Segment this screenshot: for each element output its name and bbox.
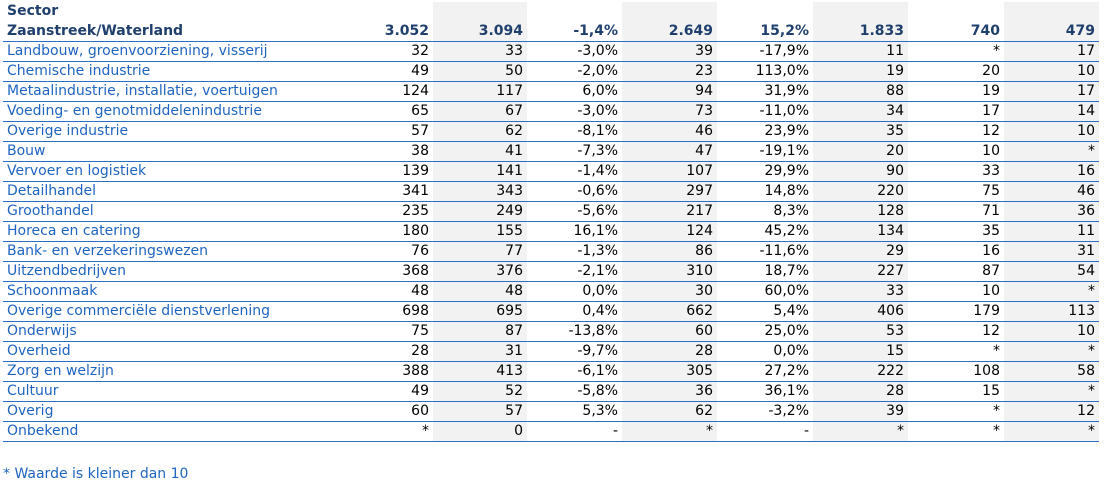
table-row (3, 322, 1099, 342)
sector-name: Cultuur (3, 382, 337, 402)
value-cell: 60 (622, 322, 717, 342)
value-cell: 31 (1004, 242, 1099, 262)
value-cell: 113 (1004, 302, 1099, 322)
value-cell: 3.094 (433, 22, 527, 42)
value-cell: 29,9% (717, 162, 813, 182)
value-cell: * (908, 342, 1004, 362)
header-cell (908, 2, 1004, 22)
value-cell: - (717, 422, 813, 442)
value-cell: 20 (908, 62, 1004, 82)
value-cell: 0,0% (717, 342, 813, 362)
table-row (3, 302, 1099, 322)
value-cell: 23,9% (717, 122, 813, 142)
value-cell: 406 (813, 302, 908, 322)
sector-name: Detailhandel (3, 182, 337, 202)
value-cell: * (908, 42, 1004, 62)
value-cell: -6,1% (527, 362, 622, 382)
table-row (3, 202, 1099, 222)
table-row (3, 342, 1099, 362)
value-cell: 6,0% (527, 82, 622, 102)
value-cell: 53 (813, 322, 908, 342)
value-cell: -1,3% (527, 242, 622, 262)
value-cell: 16 (908, 242, 1004, 262)
value-cell: * (337, 422, 433, 442)
value-cell: 15 (908, 382, 1004, 402)
sector-name: Zaanstreek/Waterland (3, 22, 337, 42)
value-cell: 698 (337, 302, 433, 322)
header-cell (717, 2, 813, 22)
value-cell: 10 (1004, 322, 1099, 342)
table-row (3, 62, 1099, 82)
value-cell: -7,3% (527, 142, 622, 162)
value-cell: 60 (337, 402, 433, 422)
value-cell: 413 (433, 362, 527, 382)
value-cell: * (1004, 382, 1099, 402)
value-cell: 8,3% (717, 202, 813, 222)
value-cell: 12 (1004, 402, 1099, 422)
value-cell: -1,4% (527, 22, 622, 42)
value-cell: 141 (433, 162, 527, 182)
value-cell: 94 (622, 82, 717, 102)
value-cell: 57 (337, 122, 433, 142)
sector-name: Landbouw, groenvoorziening, visserij (3, 42, 337, 62)
value-cell: 305 (622, 362, 717, 382)
value-cell: 31,9% (717, 82, 813, 102)
table-body (3, 22, 1099, 442)
table-row (3, 142, 1099, 162)
value-cell: * (1004, 142, 1099, 162)
value-cell: * (813, 422, 908, 442)
value-cell: -3,2% (717, 402, 813, 422)
header-cell (527, 2, 622, 22)
value-cell: 155 (433, 222, 527, 242)
table-row (3, 222, 1099, 242)
value-cell: 139 (337, 162, 433, 182)
value-cell: * (1004, 282, 1099, 302)
value-cell: 3.052 (337, 22, 433, 42)
value-cell: 32 (337, 42, 433, 62)
value-cell: 16 (1004, 162, 1099, 182)
value-cell: -13,8% (527, 322, 622, 342)
header-cell (337, 2, 433, 22)
sector-name: Schoonmaak (3, 282, 337, 302)
value-cell: 108 (908, 362, 1004, 382)
value-cell: * (908, 422, 1004, 442)
value-cell: 0,4% (527, 302, 622, 322)
sector-name: Overige industrie (3, 122, 337, 142)
value-cell: 124 (337, 82, 433, 102)
value-cell: 62 (433, 122, 527, 142)
value-cell: 77 (433, 242, 527, 262)
value-cell: -8,1% (527, 122, 622, 142)
value-cell: 1.833 (813, 22, 908, 42)
value-cell: 5,4% (717, 302, 813, 322)
value-cell: 16,1% (527, 222, 622, 242)
value-cell: 28 (622, 342, 717, 362)
value-cell: 222 (813, 362, 908, 382)
value-cell: 71 (908, 202, 1004, 222)
value-cell: 47 (622, 142, 717, 162)
value-cell: 30 (622, 282, 717, 302)
value-cell: 48 (337, 282, 433, 302)
value-cell: -11,0% (717, 102, 813, 122)
value-cell: 36 (622, 382, 717, 402)
value-cell: 34 (813, 102, 908, 122)
value-cell: 17 (908, 102, 1004, 122)
sector-name: Groothandel (3, 202, 337, 222)
value-cell: 740 (908, 22, 1004, 42)
value-cell: 25,0% (717, 322, 813, 342)
total-row (3, 22, 1099, 42)
value-cell: 49 (337, 62, 433, 82)
value-cell: 14,8% (717, 182, 813, 202)
value-cell: 180 (337, 222, 433, 242)
sector-name: Bouw (3, 142, 337, 162)
table-row (3, 162, 1099, 182)
value-cell: 376 (433, 262, 527, 282)
value-cell: 662 (622, 302, 717, 322)
value-cell: 33 (433, 42, 527, 62)
value-cell: 67 (433, 102, 527, 122)
footnote: * Waarde is kleiner dan 10 (3, 466, 189, 482)
header-cell (813, 2, 908, 22)
value-cell: 0 (433, 422, 527, 442)
value-cell: 11 (813, 42, 908, 62)
table-row (3, 282, 1099, 302)
table-row (3, 182, 1099, 202)
value-cell: 46 (1004, 182, 1099, 202)
value-cell: 11 (1004, 222, 1099, 242)
value-cell: 19 (908, 82, 1004, 102)
table-row (3, 102, 1099, 122)
value-cell: 695 (433, 302, 527, 322)
value-cell: 35 (908, 222, 1004, 242)
value-cell: 310 (622, 262, 717, 282)
value-cell: * (908, 402, 1004, 422)
value-cell: 19 (813, 62, 908, 82)
value-cell: 87 (908, 262, 1004, 282)
value-cell: 28 (813, 382, 908, 402)
value-cell: 297 (622, 182, 717, 202)
value-cell: 134 (813, 222, 908, 242)
value-cell: 39 (622, 42, 717, 62)
sector-name: Bank- en verzekeringswezen (3, 242, 337, 262)
value-cell: -3,0% (527, 42, 622, 62)
value-cell: - (527, 422, 622, 442)
value-cell: 54 (1004, 262, 1099, 282)
value-cell: 124 (622, 222, 717, 242)
sector-header: Sector (7, 3, 59, 20)
value-cell: 33 (908, 162, 1004, 182)
sector-name: Zorg en welzijn (3, 362, 337, 382)
value-cell: 58 (1004, 362, 1099, 382)
value-cell: 29 (813, 242, 908, 262)
value-cell: 249 (433, 202, 527, 222)
value-cell: 117 (433, 82, 527, 102)
table-row (3, 422, 1099, 442)
value-cell: 388 (337, 362, 433, 382)
value-cell: 41 (433, 142, 527, 162)
value-cell: 38 (337, 142, 433, 162)
value-cell: -0,6% (527, 182, 622, 202)
value-cell: 88 (813, 82, 908, 102)
value-cell: 20 (813, 142, 908, 162)
value-cell: 128 (813, 202, 908, 222)
value-cell: * (1004, 422, 1099, 442)
value-cell: 113,0% (717, 62, 813, 82)
value-cell: -5,6% (527, 202, 622, 222)
value-cell: 45,2% (717, 222, 813, 242)
value-cell: 76 (337, 242, 433, 262)
table-row (3, 362, 1099, 382)
value-cell: -11,6% (717, 242, 813, 262)
value-cell: 75 (337, 322, 433, 342)
value-cell: 33 (813, 282, 908, 302)
value-cell: -1,4% (527, 162, 622, 182)
value-cell: 12 (908, 322, 1004, 342)
value-cell: 2.649 (622, 22, 717, 42)
table-row (3, 382, 1099, 402)
value-cell: 36,1% (717, 382, 813, 402)
value-cell: 86 (622, 242, 717, 262)
value-cell: 50 (433, 62, 527, 82)
sector-name: Voeding- en genotmiddelenindustrie (3, 102, 337, 122)
value-cell: 15 (813, 342, 908, 362)
value-cell: 46 (622, 122, 717, 142)
table-row (3, 42, 1099, 62)
value-cell: 27,2% (717, 362, 813, 382)
value-cell: 10 (908, 142, 1004, 162)
value-cell: 35 (813, 122, 908, 142)
sector-name: Onderwijs (3, 322, 337, 342)
value-cell: 57 (433, 402, 527, 422)
sector-name: Horeca en catering (3, 222, 337, 242)
table-row (3, 402, 1099, 422)
value-cell: * (1004, 342, 1099, 362)
value-cell: 5,3% (527, 402, 622, 422)
value-cell: 75 (908, 182, 1004, 202)
sector-name: Overig (3, 402, 337, 422)
value-cell: 12 (908, 122, 1004, 142)
value-cell: 343 (433, 182, 527, 202)
value-cell: 14 (1004, 102, 1099, 122)
value-cell: -17,9% (717, 42, 813, 62)
value-cell: -5,8% (527, 382, 622, 402)
value-cell: 73 (622, 102, 717, 122)
value-cell: 227 (813, 262, 908, 282)
table-row (3, 262, 1099, 282)
value-cell: -2,1% (527, 262, 622, 282)
sector-name: Chemische industrie (3, 62, 337, 82)
value-cell: 18,7% (717, 262, 813, 282)
value-cell: 10 (1004, 62, 1099, 82)
value-cell: 235 (337, 202, 433, 222)
value-cell: 17 (1004, 82, 1099, 102)
value-cell: -2,0% (527, 62, 622, 82)
value-cell: 15,2% (717, 22, 813, 42)
header-row (3, 2, 1099, 22)
value-cell: 48 (433, 282, 527, 302)
value-cell: 60,0% (717, 282, 813, 302)
value-cell: 341 (337, 182, 433, 202)
value-cell: 10 (1004, 122, 1099, 142)
value-cell: 10 (908, 282, 1004, 302)
value-cell: * (622, 422, 717, 442)
value-cell: 220 (813, 182, 908, 202)
sector-name: Overheid (3, 342, 337, 362)
value-cell: 31 (433, 342, 527, 362)
table-row (3, 122, 1099, 142)
value-cell: 217 (622, 202, 717, 222)
value-cell: -3,0% (527, 102, 622, 122)
sector-name: Overige commerciële dienstverlening (3, 302, 337, 322)
table-row (3, 242, 1099, 262)
value-cell: 479 (1004, 22, 1099, 42)
value-cell: 179 (908, 302, 1004, 322)
value-cell: 65 (337, 102, 433, 122)
value-cell: 90 (813, 162, 908, 182)
value-cell: -9,7% (527, 342, 622, 362)
header-cell (1004, 2, 1099, 22)
sector-name: Uitzendbedrijven (3, 262, 337, 282)
sector-name: Vervoer en logistiek (3, 162, 337, 182)
value-cell: 87 (433, 322, 527, 342)
sector-name: Onbekend (3, 422, 337, 442)
value-cell: 49 (337, 382, 433, 402)
value-cell: 62 (622, 402, 717, 422)
header-cell (622, 2, 717, 22)
header-cell (433, 2, 527, 22)
value-cell: 39 (813, 402, 908, 422)
value-cell: 17 (1004, 42, 1099, 62)
value-cell: 0,0% (527, 282, 622, 302)
value-cell: 52 (433, 382, 527, 402)
value-cell: -19,1% (717, 142, 813, 162)
sector-table (3, 2, 1099, 442)
value-cell: 368 (337, 262, 433, 282)
value-cell: 28 (337, 342, 433, 362)
sector-name: Metaalindustrie, installatie, voertuigen (3, 82, 337, 102)
value-cell: 23 (622, 62, 717, 82)
table-row (3, 82, 1099, 102)
value-cell: 107 (622, 162, 717, 182)
value-cell: 36 (1004, 202, 1099, 222)
